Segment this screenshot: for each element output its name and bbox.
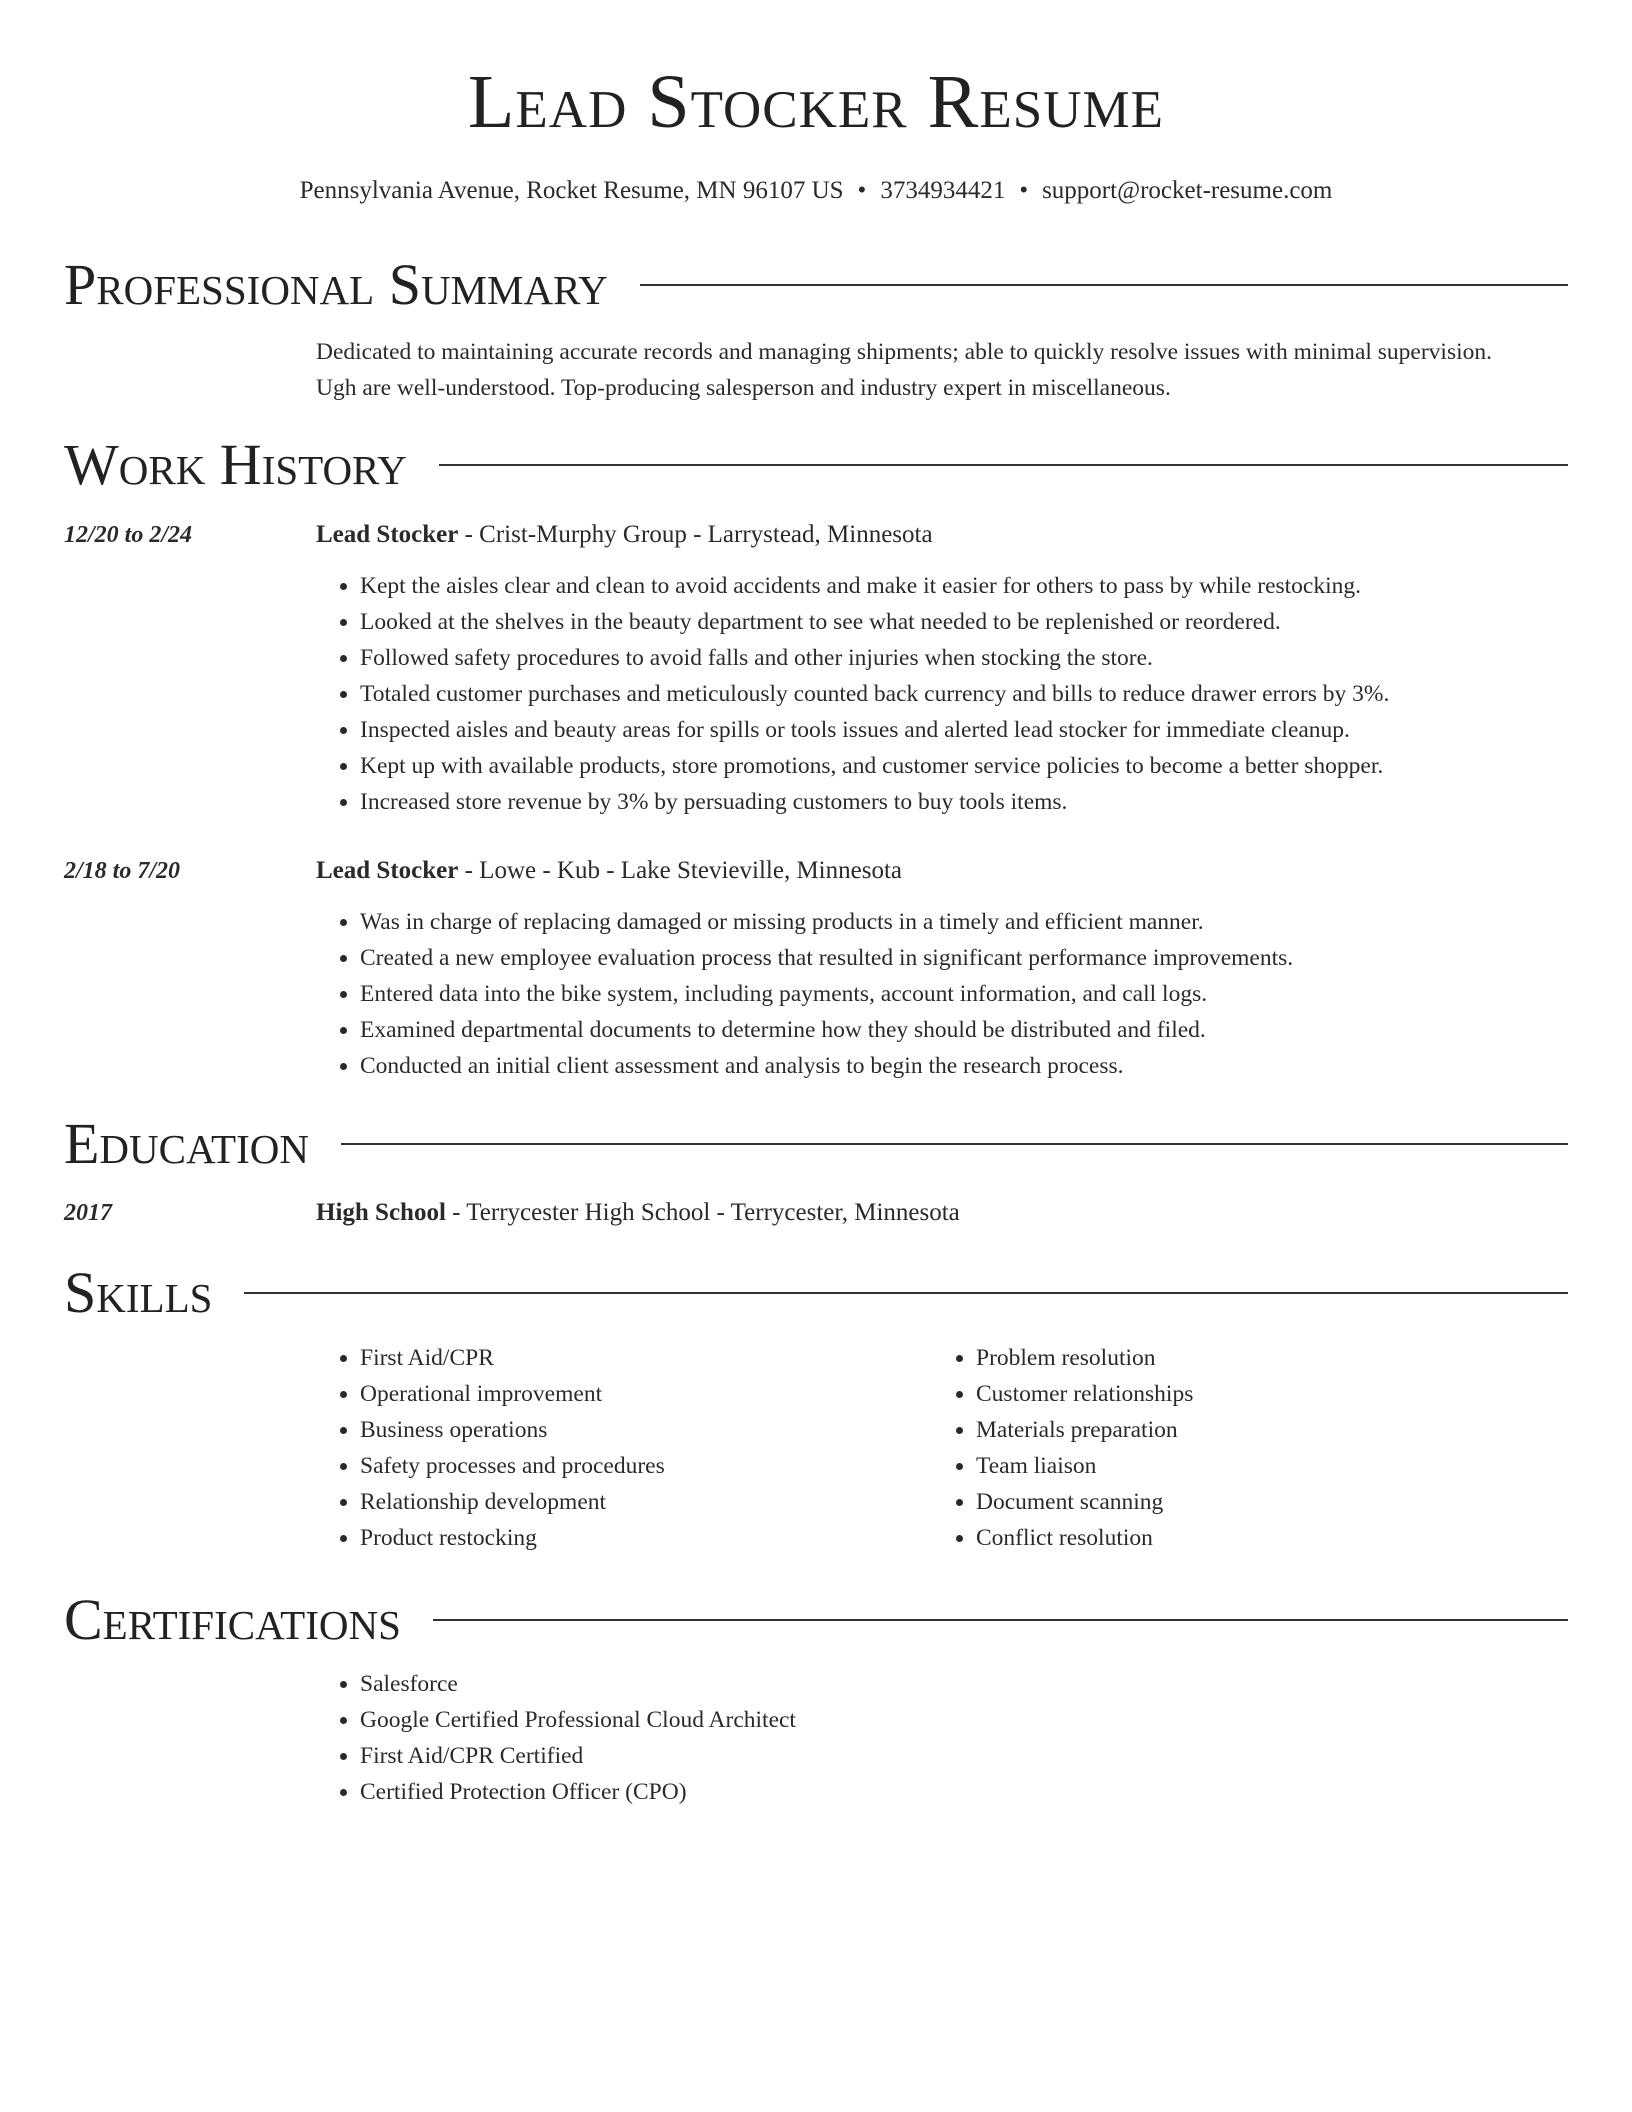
section-header-work-history xyxy=(64,430,1568,500)
contact-phone: 3734934421 xyxy=(880,177,1006,204)
contact-address: Pennsylvania Avenue, Rocket Resume, MN 96107 US xyxy=(299,177,844,204)
list-item: • Totaled customer purchases and meticulously counted back currency and bills to reduce drawer errors by 3%. xyxy=(360,676,1389,712)
contact-email[interactable]: support@rocket-resume.com xyxy=(1042,177,1333,204)
list-item: • Safety processes and procedures xyxy=(360,1448,665,1484)
job-duties-list xyxy=(316,568,1389,820)
list-item: • Increased store revenue by 3% by persuading customers to buy tools items. xyxy=(360,784,1389,820)
job-title: Lead Stocker xyxy=(316,521,459,548)
list-item: • First Aid/CPR xyxy=(360,1340,665,1376)
education-year: 2017 xyxy=(64,1200,112,1226)
list-item: • Product restocking xyxy=(360,1520,665,1556)
certifications-list xyxy=(316,1666,796,1810)
section-title-skills: Skills xyxy=(64,1260,213,1325)
job-dates: 2/18 to 7/20 xyxy=(64,858,181,884)
contact-line xyxy=(0,175,1632,207)
section-divider xyxy=(433,1619,1568,1621)
section-title-certifications: Certifications xyxy=(64,1587,401,1652)
job-heading xyxy=(316,520,933,550)
education-degree: High School xyxy=(316,1199,446,1226)
list-item: • Document scanning xyxy=(976,1484,1193,1520)
section-divider xyxy=(640,284,1568,286)
job-duties-list xyxy=(316,904,1293,1084)
education-entry xyxy=(316,1198,960,1228)
job-heading xyxy=(316,856,902,886)
list-item: • Looked at the shelves in the beauty department to see what needed to be replenished or reordered. xyxy=(360,604,1389,640)
list-item: • Problem resolution xyxy=(976,1340,1193,1376)
resume-title: Lead Stocker Resume xyxy=(468,60,1164,144)
list-item: • Conflict resolution xyxy=(976,1520,1193,1556)
summary-line: Ugh are well-understood. Top-producing salesperson and industry expert in miscellaneous. xyxy=(316,375,1171,401)
section-header-education xyxy=(64,1109,1568,1179)
section-title-summary: Professional Summary xyxy=(64,252,608,317)
contact-separator: • xyxy=(1019,177,1029,204)
section-header-skills xyxy=(64,1258,1568,1328)
list-item: • First Aid/CPR Certified xyxy=(360,1738,796,1774)
section-divider xyxy=(341,1143,1568,1145)
section-title-work-history: Work History xyxy=(64,432,407,497)
job-title: Lead Stocker xyxy=(316,857,459,884)
list-item: • Examined departmental documents to determine how they should be distributed and filed. xyxy=(360,1012,1293,1048)
list-item: • Materials preparation xyxy=(976,1412,1193,1448)
summary-text xyxy=(316,334,1576,406)
section-header-certifications xyxy=(64,1585,1568,1655)
list-item: • Salesforce xyxy=(360,1666,796,1702)
summary-line: Dedicated to maintaining accurate records and managing shipments; able to quickly resolve issues with minimal supervision. xyxy=(316,339,1493,365)
education-school: - Terrycester High School - Terrycester, Minnesota xyxy=(445,1199,960,1226)
job-employer: - Lowe - Kub - Lake Stevieville, Minnesota xyxy=(458,857,902,884)
list-item: • Conducted an initial client assessment and analysis to begin the research process. xyxy=(360,1048,1293,1084)
section-header-summary xyxy=(64,250,1568,320)
list-item: • Business operations xyxy=(360,1412,665,1448)
list-item: • Inspected aisles and beauty areas for spills or tools issues and alerted lead stocker for immediate cleanup. xyxy=(360,712,1389,748)
list-item: • Certified Protection Officer (CPO) xyxy=(360,1774,796,1810)
list-item: • Relationship development xyxy=(360,1484,665,1520)
skills-list-right xyxy=(932,1340,1193,1556)
job-dates: 12/20 to 2/24 xyxy=(64,522,193,548)
list-item: • Operational improvement xyxy=(360,1376,665,1412)
list-item: • Team liaison xyxy=(976,1448,1193,1484)
list-item: • Entered data into the bike system, including payments, account information, and call logs. xyxy=(360,976,1293,1012)
list-item: • Followed safety procedures to avoid falls and other injuries when stocking the store. xyxy=(360,640,1389,676)
list-item: • Was in charge of replacing damaged or missing products in a timely and efficient manner. xyxy=(360,904,1293,940)
list-item: • Customer relationships xyxy=(976,1376,1193,1412)
section-divider xyxy=(244,1292,1568,1294)
list-item: • Kept the aisles clear and clean to avoid accidents and make it easier for others to pass by while restocking. xyxy=(360,568,1389,604)
list-item: • Google Certified Professional Cloud Architect xyxy=(360,1702,796,1738)
job-employer: - Crist-Murphy Group - Larrystead, Minnesota xyxy=(458,521,933,548)
section-title-education: Education xyxy=(64,1111,309,1176)
skills-list-left xyxy=(316,1340,665,1556)
section-divider xyxy=(439,464,1568,466)
list-item: • Kept up with available products, store promotions, and customer service policies to become a better shopper. xyxy=(360,748,1389,784)
contact-separator: • xyxy=(857,177,867,204)
list-item: • Created a new employee evaluation process that resulted in significant performance improvements. xyxy=(360,940,1293,976)
